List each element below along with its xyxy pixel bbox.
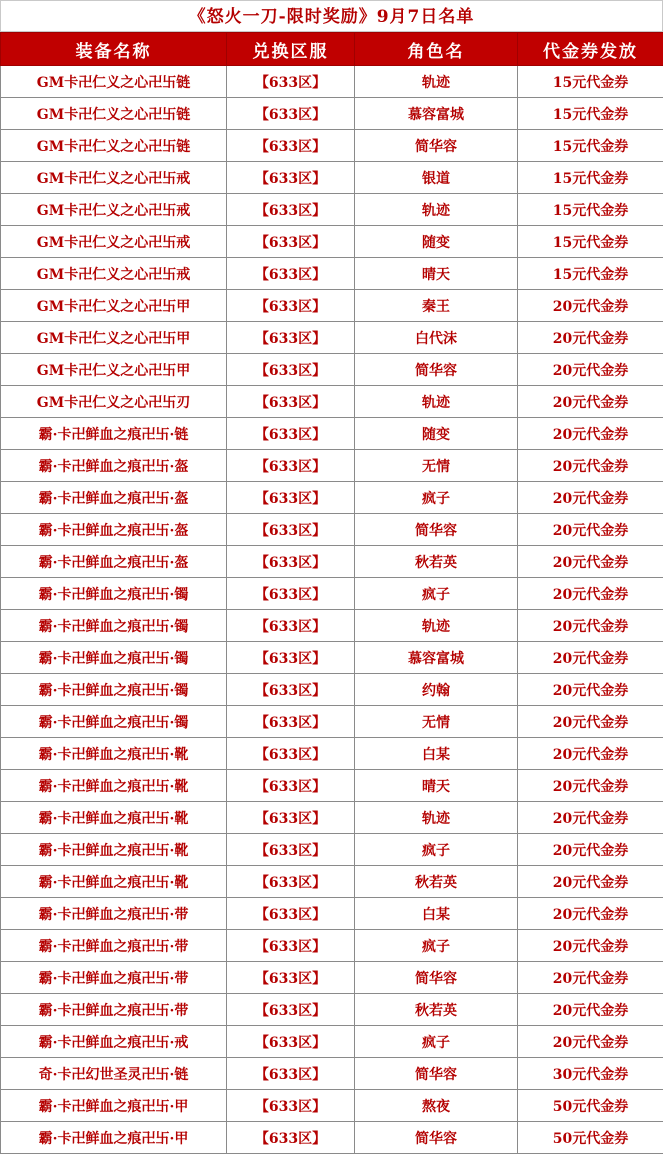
character-name-cell: 秋若英 (355, 546, 518, 578)
character-name-cell: 约翰 (355, 674, 518, 706)
table-row (1, 194, 663, 226)
equipment-name-cell: 霸·卡卍鲜血之痕卍卐·甲 (1, 1090, 227, 1122)
voucher-cell: 20元代金券 (518, 674, 663, 706)
server-cell: 【633区】 (227, 802, 355, 834)
equipment-name-cell: GM卡卍仁义之心卍卐甲 (1, 290, 227, 322)
character-name-cell: 秋若英 (355, 994, 518, 1026)
voucher-cell: 20元代金券 (518, 450, 663, 482)
table-row (1, 1090, 663, 1122)
voucher-cell: 15元代金券 (518, 162, 663, 194)
server-cell: 【633区】 (227, 290, 355, 322)
equipment-name-cell: 霸·卡卍鲜血之痕卍卐·镯 (1, 706, 227, 738)
server-cell: 【633区】 (227, 642, 355, 674)
character-name-cell: 轨迹 (355, 194, 518, 226)
voucher-cell: 20元代金券 (518, 610, 663, 642)
equipment-name-cell: GM卡卍仁义之心卍卐刃 (1, 386, 227, 418)
character-name-cell: 轨迹 (355, 66, 518, 98)
reward-table (0, 32, 663, 1154)
voucher-cell: 20元代金券 (518, 1026, 663, 1058)
table-row (1, 258, 663, 290)
voucher-cell: 20元代金券 (518, 546, 663, 578)
server-cell: 【633区】 (227, 898, 355, 930)
table-row (1, 162, 663, 194)
table-row (1, 930, 663, 962)
voucher-cell: 30元代金券 (518, 1058, 663, 1090)
table-row (1, 98, 663, 130)
server-cell: 【633区】 (227, 546, 355, 578)
character-name-cell: 白某 (355, 738, 518, 770)
voucher-cell: 20元代金券 (518, 994, 663, 1026)
equipment-name-cell: GM卡卍仁义之心卍卐甲 (1, 322, 227, 354)
equipment-name-cell: 霸·卡卍鲜血之痕卍卐·戒 (1, 1026, 227, 1058)
voucher-cell: 15元代金券 (518, 258, 663, 290)
equipment-name-cell: 霸·卡卍鲜血之痕卍卐·盔 (1, 514, 227, 546)
character-name-cell: 轨迹 (355, 386, 518, 418)
voucher-cell: 50元代金券 (518, 1122, 663, 1154)
character-name-cell: 晴天 (355, 770, 518, 802)
equipment-name-cell: 霸·卡卍鲜血之痕卍卐·盔 (1, 450, 227, 482)
table-row (1, 610, 663, 642)
voucher-cell: 15元代金券 (518, 194, 663, 226)
table-header-row (1, 33, 663, 66)
table-row (1, 1058, 663, 1090)
character-name-cell: 疯子 (355, 930, 518, 962)
character-name-cell: 银道 (355, 162, 518, 194)
table-row (1, 66, 663, 98)
equipment-name-cell: 奇·卡卍幻世圣灵卍卐·链 (1, 1058, 227, 1090)
character-name-cell: 白代沫 (355, 322, 518, 354)
server-cell: 【633区】 (227, 610, 355, 642)
server-cell: 【633区】 (227, 386, 355, 418)
server-cell: 【633区】 (227, 1058, 355, 1090)
server-cell: 【633区】 (227, 354, 355, 386)
server-cell: 【633区】 (227, 674, 355, 706)
character-name-cell: 简华容 (355, 1058, 518, 1090)
server-cell: 【633区】 (227, 258, 355, 290)
equipment-name-cell: 霸·卡卍鲜血之痕卍卐·镯 (1, 610, 227, 642)
table-row (1, 1026, 663, 1058)
voucher-cell: 20元代金券 (518, 706, 663, 738)
table-row (1, 482, 663, 514)
character-name-cell: 秦王 (355, 290, 518, 322)
equipment-name-cell: 霸·卡卍鲜血之痕卍卐·链 (1, 418, 227, 450)
equipment-name-cell: 霸·卡卍鲜血之痕卍卐·盔 (1, 546, 227, 578)
server-cell: 【633区】 (227, 162, 355, 194)
voucher-cell: 20元代金券 (518, 930, 663, 962)
table-row (1, 994, 663, 1026)
character-name-cell: 简华容 (355, 962, 518, 994)
equipment-name-cell: GM卡卍仁义之心卍卐链 (1, 66, 227, 98)
server-cell: 【633区】 (227, 866, 355, 898)
server-cell: 【633区】 (227, 418, 355, 450)
header-server: 兑换区服 (227, 33, 355, 66)
voucher-cell: 20元代金券 (518, 386, 663, 418)
list-title: 《怒火一刀-限时奖励》9月7日名单 (0, 0, 663, 32)
server-cell: 【633区】 (227, 514, 355, 546)
equipment-name-cell: 霸·卡卍鲜血之痕卍卐·靴 (1, 866, 227, 898)
table-row (1, 226, 663, 258)
table-row (1, 418, 663, 450)
voucher-cell: 20元代金券 (518, 802, 663, 834)
voucher-cell: 20元代金券 (518, 482, 663, 514)
server-cell: 【633区】 (227, 738, 355, 770)
header-equipment-name: 装备名称 (1, 33, 227, 66)
header-voucher: 代金券发放 (518, 33, 663, 66)
voucher-cell: 20元代金券 (518, 418, 663, 450)
server-cell: 【633区】 (227, 226, 355, 258)
equipment-name-cell: GM卡卍仁义之心卍卐戒 (1, 258, 227, 290)
character-name-cell: 疯子 (355, 1026, 518, 1058)
character-name-cell: 轨迹 (355, 802, 518, 834)
character-name-cell: 无情 (355, 450, 518, 482)
table-row (1, 642, 663, 674)
voucher-cell: 20元代金券 (518, 290, 663, 322)
voucher-cell: 15元代金券 (518, 66, 663, 98)
table-body (1, 66, 663, 1154)
server-cell: 【633区】 (227, 322, 355, 354)
table-row (1, 130, 663, 162)
server-cell: 【633区】 (227, 930, 355, 962)
server-cell: 【633区】 (227, 706, 355, 738)
character-name-cell: 随变 (355, 418, 518, 450)
voucher-cell: 15元代金券 (518, 130, 663, 162)
voucher-cell: 20元代金券 (518, 354, 663, 386)
table-row (1, 802, 663, 834)
server-cell: 【633区】 (227, 1090, 355, 1122)
voucher-cell: 15元代金券 (518, 98, 663, 130)
character-name-cell: 慕容富城 (355, 642, 518, 674)
equipment-name-cell: GM卡卍仁义之心卍卐链 (1, 130, 227, 162)
server-cell: 【633区】 (227, 1122, 355, 1154)
table-row (1, 962, 663, 994)
character-name-cell: 简华容 (355, 1122, 518, 1154)
character-name-cell: 随变 (355, 226, 518, 258)
server-cell: 【633区】 (227, 962, 355, 994)
character-name-cell: 疯子 (355, 578, 518, 610)
character-name-cell: 轨迹 (355, 610, 518, 642)
table-row (1, 578, 663, 610)
equipment-name-cell: 霸·卡卍鲜血之痕卍卐·镯 (1, 674, 227, 706)
character-name-cell: 慕容富城 (355, 98, 518, 130)
equipment-name-cell: GM卡卍仁义之心卍卐戒 (1, 194, 227, 226)
server-cell: 【633区】 (227, 578, 355, 610)
voucher-cell: 20元代金券 (518, 962, 663, 994)
character-name-cell: 疯子 (355, 834, 518, 866)
equipment-name-cell: 霸·卡卍鲜血之痕卍卐·带 (1, 930, 227, 962)
equipment-name-cell: 霸·卡卍鲜血之痕卍卐·靴 (1, 834, 227, 866)
voucher-cell: 20元代金券 (518, 738, 663, 770)
server-cell: 【633区】 (227, 130, 355, 162)
character-name-cell: 晴天 (355, 258, 518, 290)
table-row (1, 290, 663, 322)
equipment-name-cell: 霸·卡卍鲜血之痕卍卐·靴 (1, 738, 227, 770)
table-row (1, 354, 663, 386)
header-character-name: 角色名 (355, 33, 518, 66)
equipment-name-cell: 霸·卡卍鲜血之痕卍卐·带 (1, 962, 227, 994)
server-cell: 【633区】 (227, 194, 355, 226)
equipment-name-cell: 霸·卡卍鲜血之痕卍卐·镯 (1, 642, 227, 674)
table-row (1, 1122, 663, 1154)
character-name-cell: 简华容 (355, 514, 518, 546)
character-name-cell: 简华容 (355, 354, 518, 386)
character-name-cell: 熬夜 (355, 1090, 518, 1122)
voucher-cell: 20元代金券 (518, 770, 663, 802)
voucher-cell: 20元代金券 (518, 578, 663, 610)
equipment-name-cell: 霸·卡卍鲜血之痕卍卐·镯 (1, 578, 227, 610)
voucher-cell: 20元代金券 (518, 322, 663, 354)
voucher-cell: 20元代金券 (518, 514, 663, 546)
server-cell: 【633区】 (227, 450, 355, 482)
equipment-name-cell: GM卡卍仁义之心卍卐戒 (1, 226, 227, 258)
equipment-name-cell: 霸·卡卍鲜血之痕卍卐·带 (1, 994, 227, 1026)
voucher-cell: 20元代金券 (518, 642, 663, 674)
character-name-cell: 无情 (355, 706, 518, 738)
equipment-name-cell: 霸·卡卍鲜血之痕卍卐·靴 (1, 802, 227, 834)
table-row (1, 322, 663, 354)
server-cell: 【633区】 (227, 834, 355, 866)
character-name-cell: 简华容 (355, 130, 518, 162)
table-row (1, 898, 663, 930)
server-cell: 【633区】 (227, 1026, 355, 1058)
voucher-cell: 50元代金券 (518, 1090, 663, 1122)
server-cell: 【633区】 (227, 482, 355, 514)
equipment-name-cell: GM卡卍仁义之心卍卐戒 (1, 162, 227, 194)
equipment-name-cell: GM卡卍仁义之心卍卐链 (1, 98, 227, 130)
equipment-name-cell: GM卡卍仁义之心卍卐甲 (1, 354, 227, 386)
character-name-cell: 疯子 (355, 482, 518, 514)
voucher-cell: 20元代金券 (518, 866, 663, 898)
server-cell: 【633区】 (227, 66, 355, 98)
equipment-name-cell: 霸·卡卍鲜血之痕卍卐·靴 (1, 770, 227, 802)
table-row (1, 834, 663, 866)
equipment-name-cell: 霸·卡卍鲜血之痕卍卐·盔 (1, 482, 227, 514)
character-name-cell: 白某 (355, 898, 518, 930)
voucher-cell: 20元代金券 (518, 834, 663, 866)
equipment-name-cell: 霸·卡卍鲜血之痕卍卐·带 (1, 898, 227, 930)
table-row (1, 450, 663, 482)
table-row (1, 738, 663, 770)
table-row (1, 770, 663, 802)
voucher-cell: 15元代金券 (518, 226, 663, 258)
table-row (1, 866, 663, 898)
voucher-cell: 20元代金券 (518, 898, 663, 930)
table-row (1, 674, 663, 706)
server-cell: 【633区】 (227, 770, 355, 802)
server-cell: 【633区】 (227, 994, 355, 1026)
table-row (1, 706, 663, 738)
table-row (1, 386, 663, 418)
server-cell: 【633区】 (227, 98, 355, 130)
table-row (1, 514, 663, 546)
table-row (1, 546, 663, 578)
character-name-cell: 秋若英 (355, 866, 518, 898)
equipment-name-cell: 霸·卡卍鲜血之痕卍卐·甲 (1, 1122, 227, 1154)
